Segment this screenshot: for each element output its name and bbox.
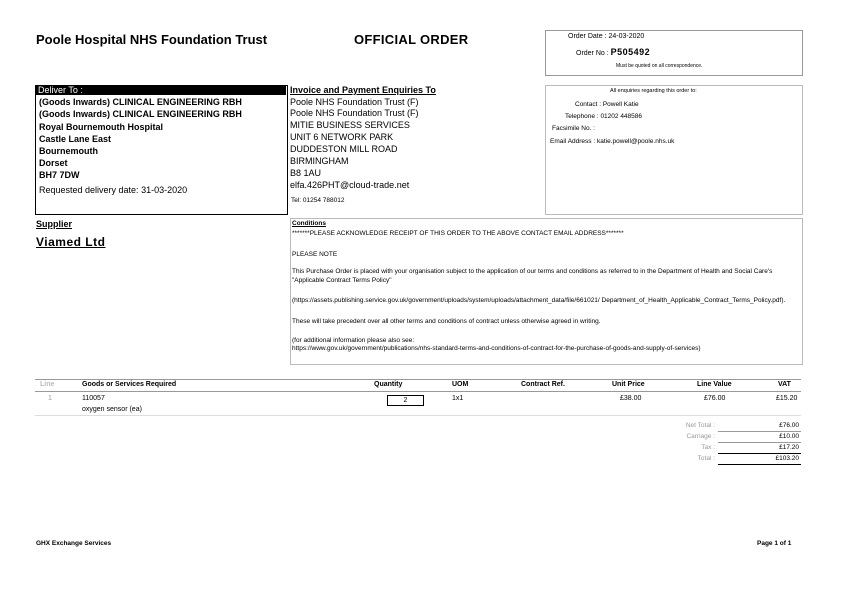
fax-row	[552, 125, 595, 132]
row-unit-price: £38.00	[620, 395, 642, 402]
deliver-line: (Goods Inwards) CLINICAL ENGINEERING RBH	[39, 97, 242, 107]
supplier-name: Viamed Ltd	[36, 235, 106, 249]
row-quantity: 2	[387, 395, 424, 406]
net-total-rule	[718, 431, 801, 432]
contact-value: Powell Katie	[602, 101, 639, 108]
total-value: £103.20	[775, 455, 799, 462]
order-no-row	[576, 47, 650, 57]
tax-rule	[718, 453, 801, 454]
conditions-line: (for additional information please also see:	[292, 337, 415, 344]
invoice-line: DUDDESTON MILL ROAD	[290, 144, 398, 154]
conditions-line: https://www.gov.uk/government/publications/nhs-standard-terms-and-conditions-of-contract-for-the-purchase-of-goods-and-supply-of-services)	[292, 345, 701, 352]
invoice-line: B8 1AU	[290, 168, 322, 178]
email-row	[550, 138, 674, 145]
deliver-to-heading: Deliver To :	[35, 85, 286, 95]
row-uom: 1x1	[452, 395, 464, 402]
net-total-label: Net Total :	[685, 422, 715, 429]
col-header-uom: UOM	[452, 381, 469, 388]
invoice-line: UNIT 6 NETWORK PARK	[290, 132, 394, 142]
supplier-label: Supplier	[36, 219, 73, 229]
deliver-line: Castle Lane East	[39, 134, 112, 144]
contact-row	[575, 101, 639, 108]
table-row-rule	[35, 415, 801, 416]
col-header-contract-ref: Contract Ref.	[521, 381, 565, 388]
col-header-line-value: Line Value	[697, 381, 732, 388]
carriage-rule	[718, 442, 801, 443]
requested-delivery-date: 31-03-2020	[141, 185, 188, 195]
row-item-code: 110057	[82, 395, 105, 402]
deliver-line: Dorset	[39, 158, 68, 168]
row-vat: £15.20	[776, 395, 798, 402]
conditions-line: PLEASE NOTE	[292, 251, 338, 258]
requested-delivery-label: Requested delivery date:	[39, 185, 139, 195]
telephone-row	[565, 113, 642, 120]
carriage-value: £10.00	[779, 433, 799, 440]
deliver-line: Royal Bournemouth Hospital	[39, 122, 164, 132]
net-total-value: £76.00	[779, 422, 799, 429]
telephone-label: Telephone :	[565, 113, 599, 120]
col-header-quantity: Quantity	[374, 381, 403, 388]
invoice-telephone: Tel: 01254 788012	[291, 197, 345, 204]
col-header-vat: VAT	[778, 381, 791, 388]
page-number: Page 1 of 1	[757, 540, 792, 547]
conditions-heading: Conditions	[292, 220, 326, 227]
invoice-line: BIRMINGHAM	[290, 156, 349, 166]
order-date-value: 24-03-2020	[608, 33, 645, 40]
row-line-value: £76.00	[704, 395, 726, 402]
deliver-line: (Goods Inwards) CLINICAL ENGINEERING RBH	[39, 109, 242, 119]
invoice-line: MITIE BUSINESS SERVICES	[290, 120, 410, 130]
telephone-value: 01202 448586	[600, 113, 643, 120]
document-title: OFFICIAL ORDER	[354, 32, 469, 47]
row-line-number: 1	[48, 395, 52, 402]
carriage-label: Carriage :	[686, 433, 715, 440]
fax-label: Facsimile No. :	[552, 125, 595, 132]
conditions-line: (https://assets.publishing.service.gov.uk/government/uploads/system/uploads/attachment_data/file/661021/ Department_of_Health_Applicable_Contract_Terms_Policy.pdf).	[292, 297, 786, 304]
tax-value: £17.20	[779, 444, 799, 451]
conditions-line: These will take precedent over all other terms and conditions of contract unless otherwise agreed in writing.	[292, 318, 601, 325]
email-value: katie.powell@poole.nhs.uk	[596, 138, 675, 145]
deliver-line: Bournemouth	[39, 146, 98, 156]
order-no-label: Order No :	[576, 50, 609, 57]
footer-left: GHX Exchange Services	[36, 540, 112, 547]
contact-label: Contact :	[575, 101, 602, 108]
tax-label: Tax :	[701, 444, 715, 451]
invoice-line: Poole NHS Foundation Trust (F)	[290, 108, 419, 118]
deliver-line: BH7 7DW	[39, 170, 80, 180]
total-label: Total :	[697, 455, 715, 462]
invoice-email: elfa.426PHT@cloud-trade.net	[290, 180, 410, 190]
email-label: Email Address :	[550, 138, 596, 145]
table-header-rule	[35, 391, 801, 392]
order-no-value: P505492	[610, 47, 651, 57]
row-item-description: oxygen sensor (ea)	[82, 406, 142, 413]
quote-note: Must be quoted on all correspondence.	[616, 63, 703, 69]
order-date-row	[568, 33, 644, 40]
invoice-heading: Invoice and Payment Enquiries To	[290, 85, 436, 95]
requested-delivery	[39, 184, 187, 196]
contact-intro: All enquiries regarding this order to:	[610, 88, 697, 94]
conditions-line: This Purchase Order is placed with your organisation subject to the application of our terms and conditions as referred to in the Department of Health and Social Care's "Applicable Contract Terms Policy"	[292, 268, 773, 284]
conditions-line: *******PLEASE ACKNOWLEDGE RECEIPT OF THIS ORDER TO THE ABOVE CONTACT EMAIL ADDRESS*******	[292, 230, 624, 237]
col-header-unit-price: Unit Price	[612, 381, 645, 388]
col-header-line: Line	[40, 381, 55, 388]
organisation-name: Poole Hospital NHS Foundation Trust	[36, 32, 268, 47]
table-top-rule	[35, 379, 801, 380]
invoice-line: Poole NHS Foundation Trust (F)	[290, 97, 419, 107]
total-rule	[718, 464, 801, 465]
col-header-goods: Goods or Services Required	[82, 381, 177, 388]
order-date-label: Order Date :	[568, 33, 607, 40]
